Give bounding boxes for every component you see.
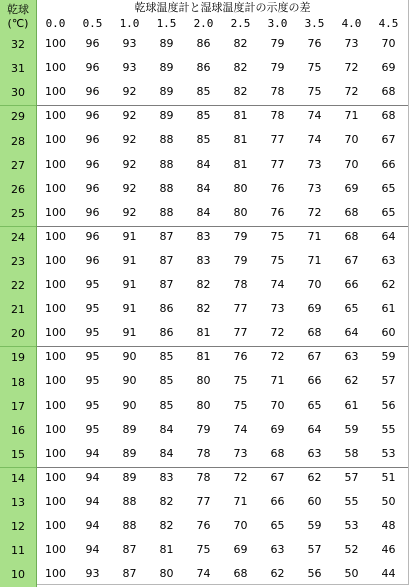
table-cell: 68 [344,206,359,219]
table-cell: 81 [233,133,248,146]
table-cell: 72 [344,85,359,98]
table-cell: 87 [159,254,174,267]
table-cell: 75 [307,61,322,74]
table-cell: 75 [307,85,322,98]
table-cell: 55 [344,495,359,508]
table-cell: 81 [196,326,211,339]
group-divider-label [0,105,36,106]
table-cell: 92 [122,206,137,219]
row-label: 31 [0,57,37,81]
table-cell: 72 [270,326,285,339]
row-label: 16 [0,419,37,443]
table-cell: 75 [196,543,211,556]
table-cell: 92 [122,133,137,146]
column-header: 3.0 [267,17,288,30]
table-cell: 79 [233,254,248,267]
table-cell: 66 [270,495,285,508]
table-cell: 100 [45,61,66,74]
table-cell: 76 [307,37,322,50]
table-cell: 71 [307,254,322,267]
table-cell: 91 [122,278,137,291]
table-cell: 77 [270,158,285,171]
table-cell: 83 [196,254,211,267]
table-cell: 50 [344,567,359,580]
table-cell: 75 [270,230,285,243]
table-cell: 83 [196,230,211,243]
row-label: 24 [0,226,37,250]
table-cell: 68 [344,230,359,243]
table-cell: 69 [307,302,322,315]
table-cell: 84 [159,447,174,460]
table-cell: 68 [233,567,248,580]
table-cell: 89 [159,61,174,74]
table-cell: 80 [196,399,211,412]
table-row [0,250,408,272]
table-cell: 67 [270,471,285,484]
table-cell: 74 [233,423,248,436]
table-cell: 56 [307,567,322,580]
table-cell: 92 [122,182,137,195]
table-cell: 100 [45,471,66,484]
table-cell: 100 [45,495,66,508]
row-label: 30 [0,81,37,105]
table-cell: 76 [270,182,285,195]
table-cell: 92 [122,109,137,122]
table-cell: 96 [85,206,100,219]
table-cell: 90 [122,350,137,363]
group-divider [37,346,408,347]
table-cell: 100 [45,182,66,195]
table-cell: 72 [233,471,248,484]
table-cell: 78 [196,471,211,484]
table-cell: 57 [344,471,359,484]
table-cell: 93 [122,61,137,74]
table-cell: 78 [270,85,285,98]
table-cell: 57 [307,543,322,556]
table-cell: 96 [85,85,100,98]
table-cell: 64 [344,326,359,339]
table-cell: 62 [307,471,322,484]
table-row [0,395,408,417]
table-cell: 82 [196,302,211,315]
row-label: 25 [0,202,37,226]
table-cell: 77 [270,133,285,146]
column-header: 1.5 [156,17,177,30]
table-cell: 71 [270,374,285,387]
table-cell: 57 [381,374,396,387]
table-cell: 89 [159,109,174,122]
table-cell: 91 [122,254,137,267]
row-header-cell [0,0,37,33]
table-cell: 69 [344,182,359,195]
row-label: 21 [0,298,37,322]
row-label: 29 [0,105,37,129]
table-cell: 85 [196,133,211,146]
table-cell: 96 [85,182,100,195]
row-header-unit: (℃) [7,17,29,30]
table-cell: 58 [344,447,359,460]
table-cell: 74 [307,109,322,122]
table-cell: 73 [270,302,285,315]
table-cell: 70 [307,278,322,291]
table-cell: 94 [85,447,100,460]
table-row [0,443,408,465]
table-cell: 70 [381,37,396,50]
table-cell: 95 [85,374,100,387]
row-label: 15 [0,443,37,467]
table-row [0,539,408,561]
column-header: 0.0 [45,17,66,30]
table-cell: 84 [196,182,211,195]
table-row [0,491,408,513]
table-cell: 94 [85,495,100,508]
table-cell: 88 [159,158,174,171]
table-cell: 44 [381,567,396,580]
table-cell: 95 [85,399,100,412]
table-cell: 78 [270,109,285,122]
table-cell: 86 [196,61,211,74]
table-cell: 82 [233,37,248,50]
table-cell: 79 [270,61,285,74]
table-cell: 80 [196,374,211,387]
table-cell: 94 [85,519,100,532]
table-cell: 82 [159,495,174,508]
table-cell: 100 [45,37,66,50]
table-cell: 62 [270,567,285,580]
table-cell: 79 [233,230,248,243]
group-divider [37,226,408,227]
table-row [0,129,408,151]
table-cell: 72 [344,61,359,74]
table-cell: 48 [381,519,396,532]
table-cell: 96 [85,61,100,74]
table-cell: 70 [233,519,248,532]
table-cell: 100 [45,206,66,219]
table-cell: 86 [159,302,174,315]
table-cell: 71 [233,495,248,508]
table-cell: 63 [381,254,396,267]
row-label: 11 [0,539,37,563]
table-cell: 95 [85,278,100,291]
column-header: 2.0 [193,17,214,30]
table-cell: 75 [233,374,248,387]
column-header: 4.0 [341,17,362,30]
table-cell: 65 [270,519,285,532]
table-row [0,57,408,79]
table-cell: 96 [85,133,100,146]
table-cell: 62 [381,278,396,291]
group-divider-label [0,226,36,227]
table-cell: 85 [159,374,174,387]
table-cell: 70 [270,399,285,412]
table-cell: 88 [122,519,137,532]
table-cell: 80 [233,182,248,195]
table-cell: 77 [196,495,211,508]
table-cell: 89 [122,423,137,436]
table-cell: 74 [307,133,322,146]
table-cell: 90 [122,374,137,387]
table-cell: 86 [159,326,174,339]
table-cell: 88 [159,182,174,195]
table-cell: 100 [45,109,66,122]
table-cell: 66 [381,158,396,171]
table-cell: 72 [307,206,322,219]
table-cell: 87 [159,230,174,243]
table-cell: 96 [85,37,100,50]
table-row [0,322,408,344]
table-cell: 85 [196,85,211,98]
table-cell: 53 [344,519,359,532]
table-cell: 67 [307,350,322,363]
table-cell: 100 [45,85,66,98]
table-cell: 80 [159,567,174,580]
table-cell: 68 [270,447,285,460]
table-cell: 81 [159,543,174,556]
group-divider [37,105,408,106]
table-cell: 85 [159,399,174,412]
row-label: 14 [0,467,37,491]
table-cell: 84 [196,158,211,171]
table-cell: 96 [85,254,100,267]
table-cell: 80 [233,206,248,219]
table-cell: 100 [45,567,66,580]
table-cell: 94 [85,543,100,556]
table-cell: 91 [122,302,137,315]
table-cell: 89 [122,447,137,460]
table-cell: 71 [344,109,359,122]
table-cell: 71 [307,230,322,243]
row-label: 12 [0,515,37,539]
table-cell: 94 [85,471,100,484]
row-label: 27 [0,154,37,178]
table-cell: 93 [122,37,137,50]
table-cell: 69 [381,61,396,74]
table-cell: 75 [270,254,285,267]
group-divider [37,467,408,468]
table-cell: 81 [233,158,248,171]
table-cell: 68 [381,85,396,98]
table-cell: 79 [196,423,211,436]
table-cell: 95 [85,423,100,436]
table-cell: 90 [122,399,137,412]
table-cell: 79 [270,37,285,50]
column-header: 2.5 [230,17,251,30]
table-cell: 59 [381,350,396,363]
table-cell: 100 [45,519,66,532]
table-cell: 53 [381,447,396,460]
table-cell: 59 [307,519,322,532]
column-header: 4.5 [378,17,399,30]
table-cell: 81 [196,350,211,363]
table-cell: 70 [344,158,359,171]
table-cell: 66 [344,278,359,291]
table-cell: 82 [233,61,248,74]
table-cell: 82 [233,85,248,98]
table-cell: 51 [381,471,396,484]
table-cell: 61 [344,399,359,412]
table-cell: 87 [122,543,137,556]
column-headers [37,17,408,32]
table-cell: 60 [381,326,396,339]
table-cell: 62 [344,374,359,387]
table-cell: 63 [270,543,285,556]
row-label: 18 [0,370,37,395]
row-label: 23 [0,250,37,274]
table-row [0,226,408,248]
table-cell: 78 [233,278,248,291]
table-cell: 46 [381,543,396,556]
table-cell: 85 [196,109,211,122]
table-row [0,563,408,585]
table-cell: 93 [85,567,100,580]
table-cell: 86 [196,37,211,50]
table-cell: 100 [45,133,66,146]
table-cell: 76 [196,519,211,532]
table-cell: 100 [45,254,66,267]
table-cell: 91 [122,230,137,243]
table-cell: 92 [122,85,137,98]
row-label: 17 [0,395,37,419]
table-row [0,81,408,103]
table-cell: 95 [85,302,100,315]
table-cell: 95 [85,350,100,363]
row-label: 28 [0,129,37,154]
table-title: 乾球温度計と湿球温度計の示度の差 [134,1,311,14]
table-cell: 92 [122,158,137,171]
table-row [0,467,408,489]
table-cell: 56 [381,399,396,412]
table-cell: 88 [122,495,137,508]
table-cell: 74 [270,278,285,291]
column-header: 0.5 [82,17,103,30]
table-cell: 77 [233,302,248,315]
table-cell: 100 [45,230,66,243]
table-cell: 50 [381,495,396,508]
table-cell: 100 [45,350,66,363]
table-cell: 67 [344,254,359,267]
table-cell: 100 [45,399,66,412]
table-cell: 73 [307,182,322,195]
table-row [0,178,408,200]
table-row [0,202,408,224]
row-label: 13 [0,491,37,515]
table-cell: 65 [344,302,359,315]
table-cell: 100 [45,326,66,339]
table-row [0,33,408,55]
table-cell: 88 [159,133,174,146]
row-label: 22 [0,274,37,298]
table-cell: 63 [344,350,359,363]
table-cell: 65 [307,399,322,412]
table-cell: 89 [159,85,174,98]
table-cell: 72 [270,350,285,363]
row-label: 26 [0,178,37,202]
table-cell: 68 [307,326,322,339]
table-cell: 61 [381,302,396,315]
table-row [0,105,408,127]
table-cell: 100 [45,543,66,556]
table-cell: 78 [196,447,211,460]
table-cell: 89 [122,471,137,484]
row-label: 10 [0,563,37,587]
table-cell: 65 [381,206,396,219]
table-cell: 63 [307,447,322,460]
table-cell: 59 [344,423,359,436]
group-divider-label [0,346,36,347]
table-cell: 76 [233,350,248,363]
table-cell: 82 [196,278,211,291]
table-cell: 84 [196,206,211,219]
table-cell: 88 [159,206,174,219]
table-cell: 73 [233,447,248,460]
row-label: 19 [0,346,37,370]
table-cell: 68 [381,109,396,122]
table-cell: 66 [307,374,322,387]
table-cell: 96 [85,158,100,171]
table-cell: 100 [45,374,66,387]
table-cell: 64 [307,423,322,436]
table-cell: 100 [45,278,66,291]
table-cell: 52 [344,543,359,556]
table-cell: 87 [159,278,174,291]
table-row [0,515,408,537]
table-cell: 75 [233,399,248,412]
table-row [0,419,408,441]
table-cell: 73 [344,37,359,50]
group-divider-label [0,467,36,468]
table-cell: 83 [159,471,174,484]
table-cell: 96 [85,109,100,122]
table-cell: 96 [85,230,100,243]
table-cell: 67 [381,133,396,146]
table-cell: 95 [85,326,100,339]
table-cell: 55 [381,423,396,436]
table-cell: 70 [344,133,359,146]
column-header: 1.0 [119,17,140,30]
table-cell: 100 [45,423,66,436]
table-row [0,274,408,296]
row-label: 32 [0,33,37,57]
table-cell: 65 [381,182,396,195]
table-row [0,346,408,368]
table-cell: 74 [196,567,211,580]
table-row [0,298,408,320]
table-cell: 100 [45,158,66,171]
table-cell: 84 [159,423,174,436]
table-cell: 60 [307,495,322,508]
table-cell: 76 [270,206,285,219]
row-label: 20 [0,322,37,346]
table-cell: 64 [381,230,396,243]
column-header: 3.5 [304,17,325,30]
row-header-label: 乾球 [7,3,29,16]
table-cell: 85 [159,350,174,363]
table-cell: 89 [159,37,174,50]
table-cell: 81 [233,109,248,122]
table-row [0,154,408,176]
table-row [0,370,408,392]
table-cell: 77 [233,326,248,339]
table-cell: 100 [45,302,66,315]
table-cell: 91 [122,326,137,339]
table-cell: 82 [159,519,174,532]
table-cell: 69 [270,423,285,436]
table-cell: 73 [307,158,322,171]
table-cell: 87 [122,567,137,580]
table-cell: 100 [45,447,66,460]
table-cell: 69 [233,543,248,556]
